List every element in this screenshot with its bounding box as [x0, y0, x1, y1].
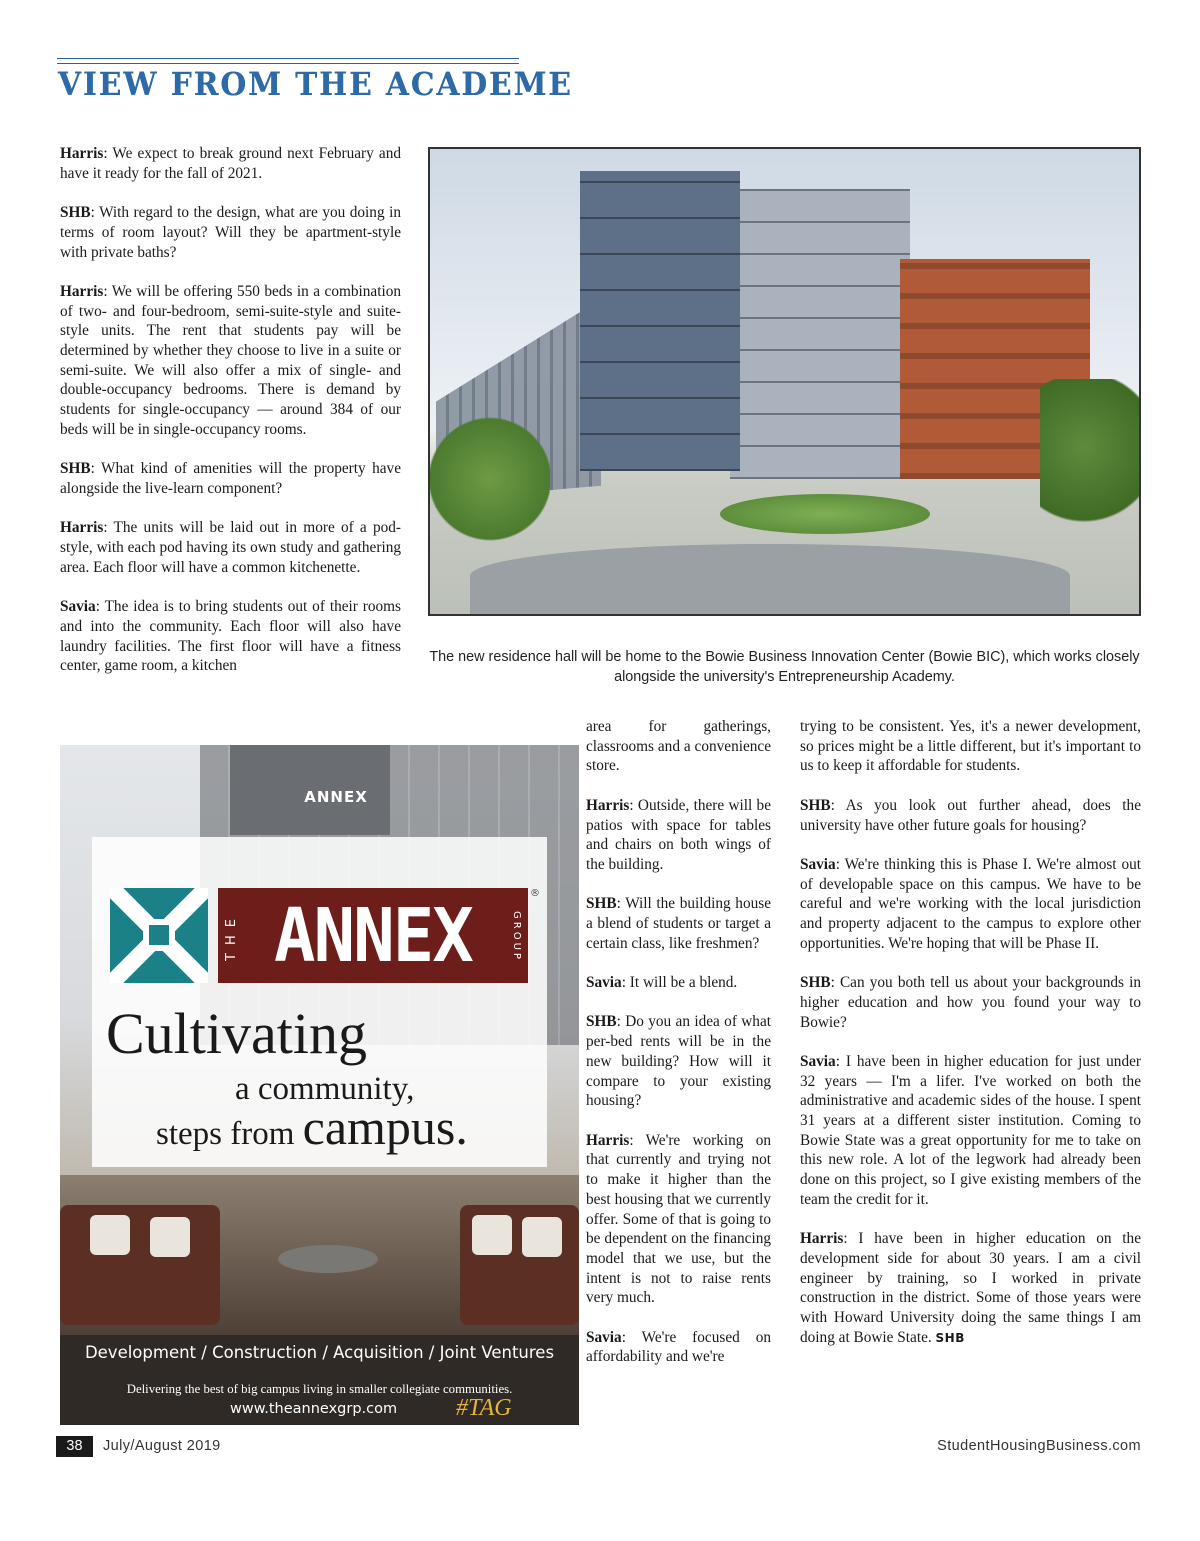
sofa-left [60, 1205, 220, 1325]
paragraph-text: : Can you both tell us about your backgrounds in higher education and how you found your way to Bowie? [800, 974, 1141, 1031]
paragraph-text: : With regard to the design, what are you doing in terms of room layout? Will they be apartment-style with private baths? [60, 204, 401, 261]
paragraph [60, 144, 401, 183]
annex-logo-mark [110, 888, 208, 983]
pillow [522, 1217, 562, 1257]
photo-caption: The new residence hall will be home to the Bowie Business Innovation Center (Bowie BIC), which works closely alongside the university's Entrepreneurship Academy. [429, 649, 1140, 685]
coffee-table [278, 1245, 378, 1273]
article-column-1 [60, 144, 401, 676]
speaker: SHB [800, 974, 831, 992]
tagline-line-2: a community, [235, 1071, 415, 1107]
ad-services: Development / Construction / Acquisition / Joint Ventures [84, 1343, 555, 1362]
speaker: Harris [586, 796, 630, 814]
building-sign: ANNEX [304, 788, 368, 806]
paragraph [586, 973, 771, 993]
paragraph [800, 1229, 1141, 1348]
logo-group: GROUP [511, 910, 522, 962]
paragraph-text: area for gatherings, classrooms and a convenience store. [586, 718, 771, 775]
speaker: Harris [60, 145, 104, 162]
paragraph [800, 796, 1141, 835]
paragraph-text: : I have been in higher education for just under 32 years — I'm a lifer. I've worked on both the administrative and academic sides of the house. I spent 31 years at a different sister institution. Coming to Bowie State was a great opportunity for me to take on this new role. A lot of the legwork had already been done on this project, so I give existing members of the team the credit for it. [800, 1052, 1141, 1208]
paragraph-text: : Do you an idea of what per-bed rents will be in the new building? How will it compare to your existing housing? [586, 1013, 771, 1110]
paragraph [586, 796, 771, 875]
paragraph [60, 203, 401, 262]
speaker: Savia [800, 855, 836, 873]
paragraph [60, 282, 401, 440]
tagline-pre: steps from [156, 1116, 303, 1152]
paragraph [800, 973, 1141, 1032]
end-mark: SHB [935, 1330, 965, 1345]
speaker: Savia [800, 1052, 836, 1070]
paragraph [800, 717, 1141, 776]
ad-website: www.theannexgrp.com [230, 1401, 398, 1417]
paragraph [800, 1052, 1141, 1210]
article-column-3 [800, 717, 1141, 1348]
paragraph [60, 518, 401, 577]
speaker: Harris [800, 1230, 844, 1248]
issue-date: July/August 2019 [103, 1438, 221, 1454]
paragraph-text: : What kind of amenities will the property have alongside the live-learn component? [60, 460, 401, 497]
paragraph-text: : We're working on that currently and trying not to make it higher than the best housing that we currently offer. Some of that is going to be dependent on the financing model that we use, but the intent is not to raise rents very much. [586, 1131, 771, 1307]
ad-delivering-text: Delivering the best of big campus living in smaller collegiate communities. [126, 1382, 513, 1396]
speaker: SHB [586, 1013, 617, 1031]
trees-right [1040, 379, 1141, 549]
paragraph [800, 855, 1141, 954]
pillow [150, 1217, 190, 1257]
walkway [470, 544, 1070, 616]
paragraph-text: : It will be a blend. [621, 974, 738, 992]
speaker: SHB [800, 796, 831, 814]
pillow [90, 1215, 130, 1255]
tagline-line-1: Cultivating [106, 1001, 367, 1066]
speaker: Harris [60, 282, 104, 300]
header-rule-bottom [57, 63, 519, 64]
article-column-2 [586, 717, 771, 1367]
trees-left [430, 399, 550, 559]
speaker: Harris [60, 519, 104, 537]
speaker: Savia [586, 974, 622, 992]
pillow [472, 1215, 512, 1255]
lawn-oval [720, 494, 930, 534]
paragraph-text: : We expect to break ground next February and have it ready for the fall of 2021. [60, 145, 401, 182]
paragraph-text: : We're thinking this is Phase I. We're almost out of developable space on this campus. We have to be careful and we're working with the local jurisdiction and property adjacent to the campus to explore other opportunities. We're hoping that will be Phase II. [800, 855, 1141, 952]
paragraph-text: : As you look out further ahead, does the university have other future goals for housing? [800, 796, 1141, 834]
logo-annex: ANNEX [274, 893, 472, 979]
paragraph [586, 1131, 771, 1308]
paragraph-text: : I have been in higher education on the development side for about 30 years. I am a civil engineer by training, so I worked in private construction in the district. Some of those years were with Howard University doing the same things I am doing at Bowie State. [800, 1230, 1141, 1346]
logo-center-square [143, 919, 175, 951]
paragraph-text: : Will the building house a blend of students or target a certain class, like freshmen? [586, 895, 771, 952]
paragraph [586, 894, 771, 953]
publication-website: StudentHousingBusiness.com [937, 1438, 1141, 1454]
page-number: 38 [56, 1436, 93, 1457]
speaker: Harris [586, 1131, 630, 1149]
paragraph [60, 459, 401, 498]
speaker: SHB [60, 460, 91, 478]
paragraph [60, 597, 401, 676]
tagline-line-3 [156, 1099, 468, 1158]
building-glass-tower [580, 171, 740, 471]
speaker: Savia [586, 1328, 622, 1346]
ad-hashtag: #TAG [456, 1395, 512, 1421]
paragraph [586, 1328, 771, 1367]
paragraph-text: : The units will be laid out in more of a pod-style, with each pod having its own study and gathering area. Each floor will have a common kitchenette. [60, 519, 401, 576]
header-rule-top [57, 58, 519, 59]
paragraph-text: : The idea is to bring students out of their rooms and into the community. Each floor will also have laundry facilities. The first floor will have a fitness center, game room, a kitchen [60, 598, 401, 675]
speaker: SHB [586, 895, 617, 913]
tagline-campus: campus. [302, 1099, 468, 1155]
paragraph-text: : Outside, there will be patios with space for tables and chairs on both wings of the building. [586, 796, 771, 873]
logo-the: THE [224, 911, 239, 961]
speaker: SHB [60, 204, 91, 222]
speaker: Savia [60, 598, 96, 616]
section-title: VIEW FROM THE ACADEME [58, 65, 573, 103]
registered-mark: ® [530, 888, 540, 899]
paragraph-text: : We're focused on affordability and we're [586, 1328, 771, 1366]
building-center [730, 189, 910, 479]
residence-hall-rendering [428, 147, 1141, 616]
paragraph [586, 717, 771, 776]
paragraph-text: : We will be offering 550 beds in a combination of two- and four-bedroom, semi-suite-style and suite-style units. The rent that students pay will be determined by whether they choose to live in a suite or semi-suite. We will also offer a mix of single- and double-occupancy bedrooms. There is demand by students for single-occupancy — around 384 of our beds will be in single-occupancy rooms. [60, 282, 401, 438]
annex-group-advertisement [60, 745, 579, 1425]
paragraph-text: trying to be consistent. Yes, it's a newer development, so prices might be a little different, but it's important to us to keep it affordable for students. [800, 718, 1141, 775]
paragraph [586, 1012, 771, 1111]
